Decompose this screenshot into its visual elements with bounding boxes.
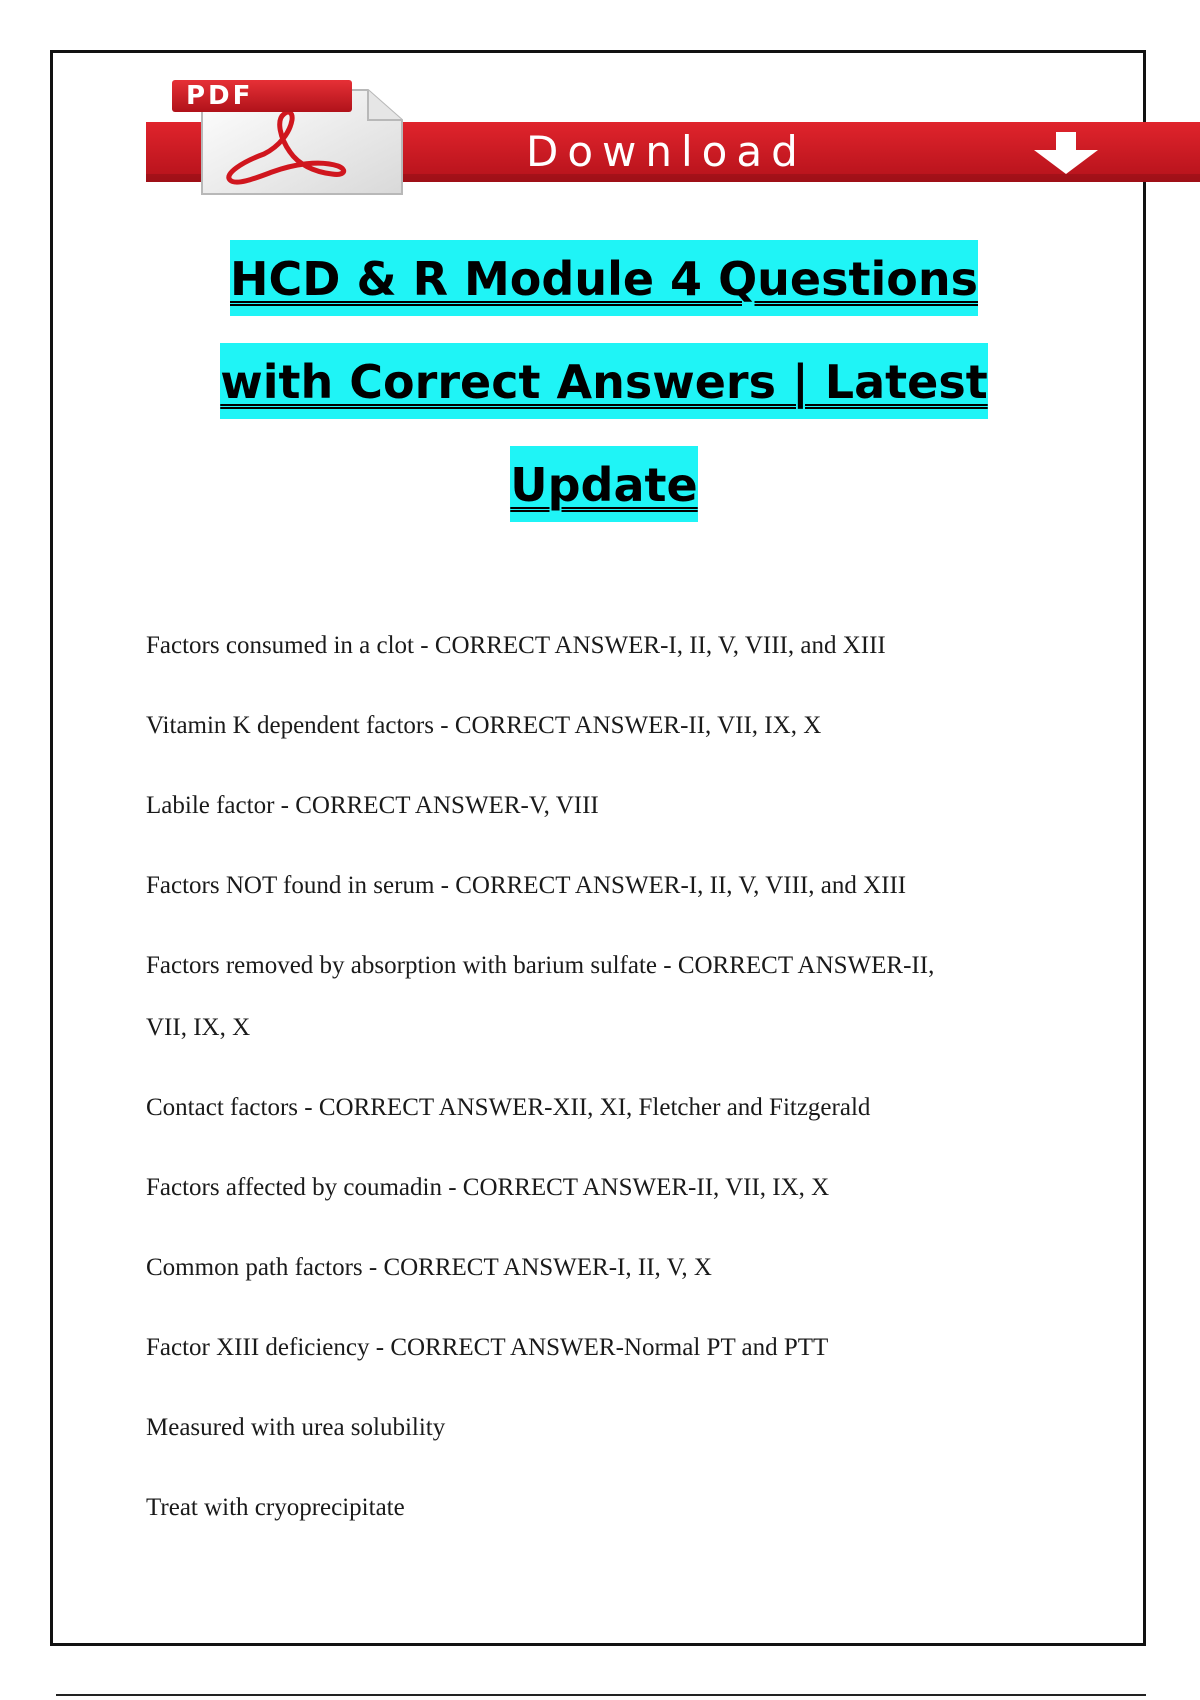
download-arrow-icon[interactable]	[1026, 130, 1106, 176]
qa-line: Factors affected by coumadin - CORRECT ANSWER-II, VII, IX, X	[146, 1174, 830, 1201]
qa-list	[146, 622, 1046, 1564]
title-line-3: Update	[510, 446, 697, 522]
qa-line: Factors consumed in a clot - CORRECT ANSWER-I, II, V, VIII, and XIII	[146, 632, 886, 659]
page-bottom-rule	[56, 1694, 1146, 1696]
qa-line: Vitamin K dependent factors - CORRECT ANSWER-II, VII, IX, X	[146, 712, 822, 739]
document-title	[146, 228, 1062, 537]
pdf-download-banner[interactable]	[146, 78, 1200, 198]
title-line-2: with Correct Answers | Latest	[220, 343, 987, 419]
qa-line: Labile factor - CORRECT ANSWER-V, VIII	[146, 792, 599, 819]
pdf-tag[interactable]: PDF	[172, 80, 352, 112]
qa-line: Factors removed by absorption with barium sulfate - CORRECT ANSWER-II,	[146, 952, 935, 979]
qa-line: VII, IX, X	[146, 1014, 251, 1041]
download-label[interactable]: Download	[526, 127, 807, 176]
qa-line: Measured with urea solubility	[146, 1414, 446, 1441]
qa-line: Treat with cryoprecipitate	[146, 1494, 405, 1521]
pdf-document-icon[interactable]	[172, 80, 404, 196]
qa-line: Factor XIII deficiency - CORRECT ANSWER-Normal PT and PTT	[146, 1334, 829, 1361]
title-line-1: HCD & R Module 4 Questions	[230, 240, 978, 316]
qa-line: Factors NOT found in serum - CORRECT ANSWER-I, II, V, VIII, and XIII	[146, 872, 907, 899]
qa-line: Contact factors - CORRECT ANSWER-XII, XI, Fletcher and Fitzgerald	[146, 1094, 871, 1121]
qa-line: Common path factors - CORRECT ANSWER-I, II, V, X	[146, 1254, 712, 1281]
